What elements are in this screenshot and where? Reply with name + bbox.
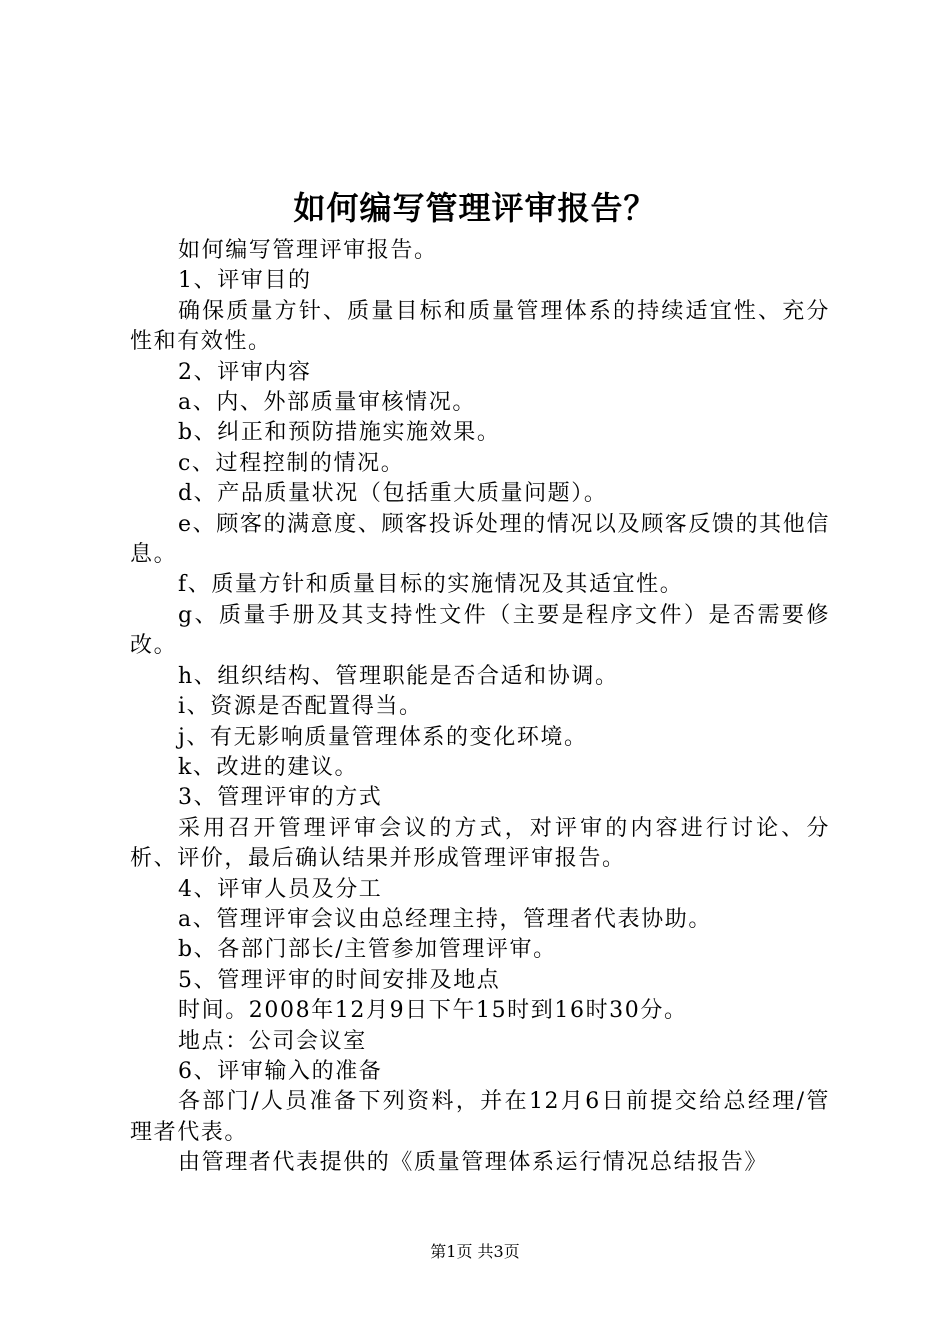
- document-body: [130, 236, 830, 1179]
- list-item-k: k、改进的建议。: [178, 754, 359, 780]
- personnel-item-b: b、各部门部长/主管参加管理评审。: [178, 937, 557, 963]
- list-item-a: a、内、外部质量审核情况。: [178, 390, 476, 416]
- section-heading-schedule: 5、管理评审的时间安排及地点: [178, 967, 501, 993]
- section-heading-personnel: 4、评审人员及分工: [178, 876, 383, 902]
- list-item-e: e、顾客的满意度、顾客投诉处理的情况以及顾客反馈的其他信息。: [130, 511, 830, 568]
- schedule-time: 时间。2008年12月9日下午15时到16时30分。: [178, 998, 688, 1024]
- paragraph-input: 各部门/人员准备下列资料，并在12月6日前提交给总经理/管理者代表。: [130, 1089, 830, 1145]
- list-item-c: c、过程控制的情况。: [178, 450, 405, 476]
- paragraph-method: 采用召开管理评审会议的方式，对评审的内容进行讨论、分析、评价，最后确认结果并形成管理评审报告。: [130, 815, 830, 872]
- paragraph-intro: 如何编写管理评审报告。: [178, 238, 438, 263]
- list-item-i: i、资源是否配置得当。: [178, 694, 423, 720]
- paragraph-report: 由管理者代表提供的《质量管理体系运行情况总结报告》: [178, 1150, 769, 1176]
- page-footer: 第1页 共3页: [430, 1242, 520, 1261]
- list-item-d: d、产品质量状况（包括重大质量问题）。: [178, 481, 608, 507]
- personnel-item-a: a、管理评审会议由总经理主持，管理者代表协助。: [178, 906, 712, 932]
- list-item-b: b、纠正和预防措施实施效果。: [178, 420, 501, 446]
- paragraph-purpose: 确保质量方针、质量目标和质量管理体系的持续适宜性、充分性和有效性。: [130, 298, 830, 355]
- section-heading-method: 3、管理评审的方式: [178, 785, 383, 811]
- list-item-g: g、质量手册及其支持性文件（主要是程序文件）是否需要修改。: [130, 602, 830, 659]
- list-item-j: j、有无影响质量管理体系的变化环境。: [178, 724, 588, 750]
- document-title: 如何编写管理评审报告？: [293, 189, 657, 227]
- list-item-h: h、组织结构、管理职能是否合适和协调。: [178, 663, 619, 689]
- list-item-f: f、质量方针和质量目标的实施情况及其适宜性。: [178, 572, 684, 598]
- section-heading-content: 2、评审内容: [178, 359, 312, 385]
- schedule-location: 地点：公司会议室: [178, 1028, 367, 1054]
- section-heading-purpose: 1、评审目的: [178, 268, 312, 294]
- section-heading-input: 6、评审输入的准备: [178, 1058, 383, 1084]
